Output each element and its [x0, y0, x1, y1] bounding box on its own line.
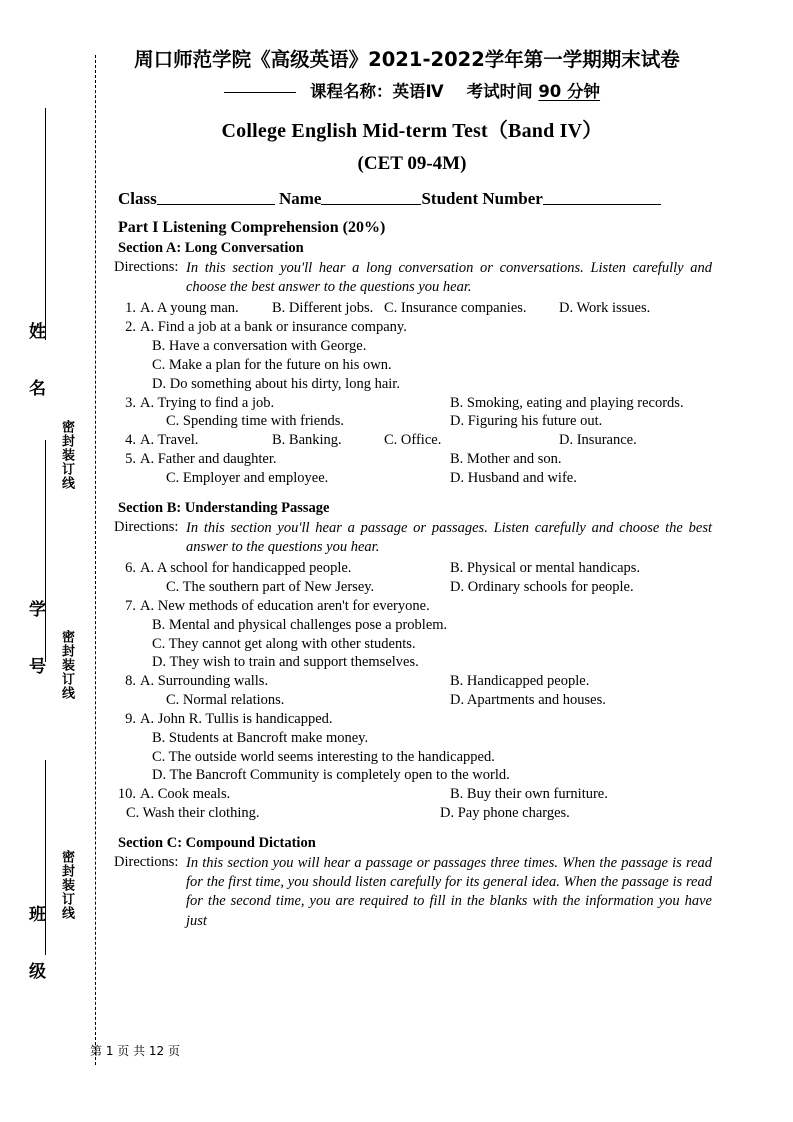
- option-b[interactable]: B. Buy their own furniture.: [450, 786, 608, 803]
- question-row-bottom: [114, 469, 712, 488]
- option-c[interactable]: C. Employer and employee.: [166, 469, 329, 486]
- margin-rule-top: [45, 108, 46, 340]
- option-c[interactable]: C. Make a plan for the future on his own.: [152, 356, 392, 373]
- page-title-chinese: 周口师范学院《高级英语》2021-2022学年第一学期期末试卷: [134, 48, 680, 71]
- question-item: [114, 450, 712, 488]
- question-number: 9.: [125, 710, 136, 727]
- name-label: Name: [278, 189, 322, 208]
- option-a[interactable]: A. Travel.: [140, 432, 199, 449]
- question-item: [114, 710, 712, 785]
- directions-label: Directions:: [114, 518, 179, 535]
- question-number: 4.: [125, 432, 136, 449]
- option-a[interactable]: A. John R. Tullis is handicapped.: [140, 710, 333, 727]
- option-a[interactable]: A. Surrounding walls.: [140, 673, 269, 690]
- option-a[interactable]: A. A school for handicapped people.: [140, 560, 352, 577]
- course-name: 英语Ⅳ: [392, 82, 444, 101]
- option-a[interactable]: A. Trying to find a job.: [140, 394, 275, 411]
- option-c[interactable]: C. Wash their clothing.: [126, 805, 260, 822]
- directions-label: Directions:: [114, 259, 179, 275]
- option-d[interactable]: D. Husband and wife.: [450, 469, 577, 486]
- section-gap: [112, 823, 712, 832]
- section-a-heading: Section A: Long Conversation: [118, 240, 304, 256]
- margin-label-class: 班 级: [25, 905, 45, 989]
- course-info-line: [112, 78, 712, 102]
- option-a[interactable]: A. Cook meals.: [140, 786, 231, 803]
- option-d[interactable]: D. Apartments and houses.: [450, 692, 606, 709]
- section-gap: [112, 488, 712, 497]
- option-b[interactable]: B. Handicapped people.: [450, 673, 590, 690]
- question-row-bottom: [114, 578, 712, 597]
- student-number-field[interactable]: [543, 204, 661, 205]
- option-d[interactable]: D. Ordinary schools for people.: [450, 579, 634, 596]
- margin-label-student-number: 学 号: [25, 600, 45, 684]
- page-subtitle-code: (CET 09-4M): [357, 153, 467, 174]
- part-1-heading: Part I Listening Comprehension (20%): [118, 219, 386, 236]
- question-item: [114, 785, 712, 823]
- question-item: [114, 597, 712, 672]
- option-b[interactable]: B. Mental and physical challenges pose a problem.: [152, 616, 448, 633]
- question-number: 6.: [125, 560, 136, 577]
- option-d[interactable]: D. Do something about his dirty, long hair.: [152, 375, 400, 392]
- option-d[interactable]: D. Figuring his future out.: [450, 413, 603, 430]
- option-a[interactable]: A. New methods of education aren't for everyone.: [140, 597, 430, 614]
- exam-content: [112, 44, 712, 933]
- question-row-bottom: [114, 412, 712, 431]
- option-d[interactable]: D. They wish to train and support themselves.: [152, 654, 419, 671]
- option-c[interactable]: C. Normal relations.: [166, 692, 285, 709]
- option-d[interactable]: D. Pay phone charges.: [440, 805, 570, 822]
- exam-time-label: 考试时间: [466, 82, 533, 101]
- page-footer: 第 1 页 共 12 页: [90, 1044, 180, 1058]
- directions-body: In this section you'll hear a passage or passages. Listen carefully and choose the best answer to the questions you hear.: [186, 519, 712, 556]
- question-row-bottom: [114, 691, 712, 710]
- question-number: 7.: [125, 597, 136, 614]
- blank-rule: [224, 92, 296, 93]
- page-title-english: College English Mid-term Test（Band IV）: [221, 120, 603, 142]
- option-b[interactable]: B. Physical or mental handicaps.: [450, 560, 641, 577]
- seal-line-text-3: 密封装订线: [59, 850, 74, 920]
- option-d[interactable]: D. Work issues.: [559, 300, 651, 317]
- option-a[interactable]: A. Find a job at a bank or insurance company.: [140, 319, 407, 336]
- option-d[interactable]: D. Insurance.: [559, 432, 637, 449]
- option-b[interactable]: B. Have a conversation with George.: [152, 338, 367, 355]
- question-row-top: [114, 785, 712, 804]
- option-c[interactable]: C. The southern part of New Jersey.: [166, 579, 375, 596]
- margin-rule-bottom: [45, 760, 46, 955]
- class-label: Class: [118, 189, 157, 208]
- question-row-bottom: [114, 804, 712, 823]
- question-row-top: [114, 394, 712, 413]
- option-b[interactable]: B. Students at Bancroft make money.: [152, 729, 369, 746]
- seal-line-text-1: 密封装订线: [59, 420, 74, 490]
- option-b[interactable]: B. Banking.: [272, 432, 342, 449]
- question-item: [114, 672, 712, 710]
- section-b-directions: [114, 518, 712, 557]
- option-c[interactable]: C. The outside world seems interesting to the handicapped.: [152, 748, 495, 765]
- question-row-top: [114, 559, 712, 578]
- question-item: [114, 394, 712, 432]
- option-c[interactable]: C. Office.: [384, 432, 442, 449]
- directions-body: In this section you will hear a passage or passages three times. When the passage is read for the first time, you should listen carefully for its general idea. When the passage is read for the second time, you are required to fill in the blanks with the information you have just: [186, 855, 712, 929]
- student-identity-line: [118, 189, 712, 209]
- section-a-directions: [114, 258, 712, 297]
- section-c-directions: [114, 853, 712, 931]
- question-row-top: [114, 672, 712, 691]
- course-label: 课程名称：: [309, 82, 393, 101]
- option-b[interactable]: B. Mother and son.: [450, 451, 562, 468]
- margin-rule-middle: [45, 440, 46, 662]
- option-b[interactable]: B. Smoking, eating and playing records.: [450, 394, 684, 411]
- exam-time-value: 90 分钟: [538, 82, 601, 101]
- question-item: [114, 318, 712, 393]
- directions-body: In this section you'll hear a long conversation or conversations. Listen carefully and choose the best answer to the questions you hear.: [186, 260, 712, 296]
- option-b[interactable]: B. Different jobs.: [272, 300, 374, 317]
- margin-label-name: 姓 名: [25, 322, 45, 406]
- option-c[interactable]: C. Insurance companies.: [384, 300, 527, 317]
- question-number: 2.: [125, 319, 136, 336]
- question-number: 10.: [117, 786, 136, 803]
- directions-label: Directions:: [114, 854, 179, 870]
- question-number: 5.: [125, 451, 136, 468]
- question-item: [114, 431, 712, 450]
- option-a[interactable]: A. A young man.: [140, 300, 239, 317]
- section-b-heading: Section B: Understanding Passage: [118, 499, 330, 516]
- option-c[interactable]: C. Spending time with friends.: [166, 413, 345, 430]
- section-c-heading: Section C: Compound Dictation: [118, 835, 316, 851]
- question-item: [114, 299, 712, 318]
- seal-dashed-line: [95, 55, 96, 1065]
- question-item: [114, 559, 712, 597]
- option-a[interactable]: A. Father and daughter.: [140, 451, 277, 468]
- student-number-label: Student Number: [421, 189, 543, 208]
- question-number: 3.: [125, 394, 136, 411]
- class-field[interactable]: [157, 204, 275, 205]
- seal-line-text-2: 密封装订线: [59, 630, 74, 700]
- name-field[interactable]: [321, 204, 421, 205]
- question-row-top: [114, 450, 712, 469]
- option-d[interactable]: D. The Bancroft Community is completely open to the world.: [152, 767, 510, 784]
- option-c[interactable]: C. They cannot get along with other students.: [152, 635, 416, 652]
- question-number: 1.: [125, 300, 136, 317]
- question-number: 8.: [125, 673, 136, 690]
